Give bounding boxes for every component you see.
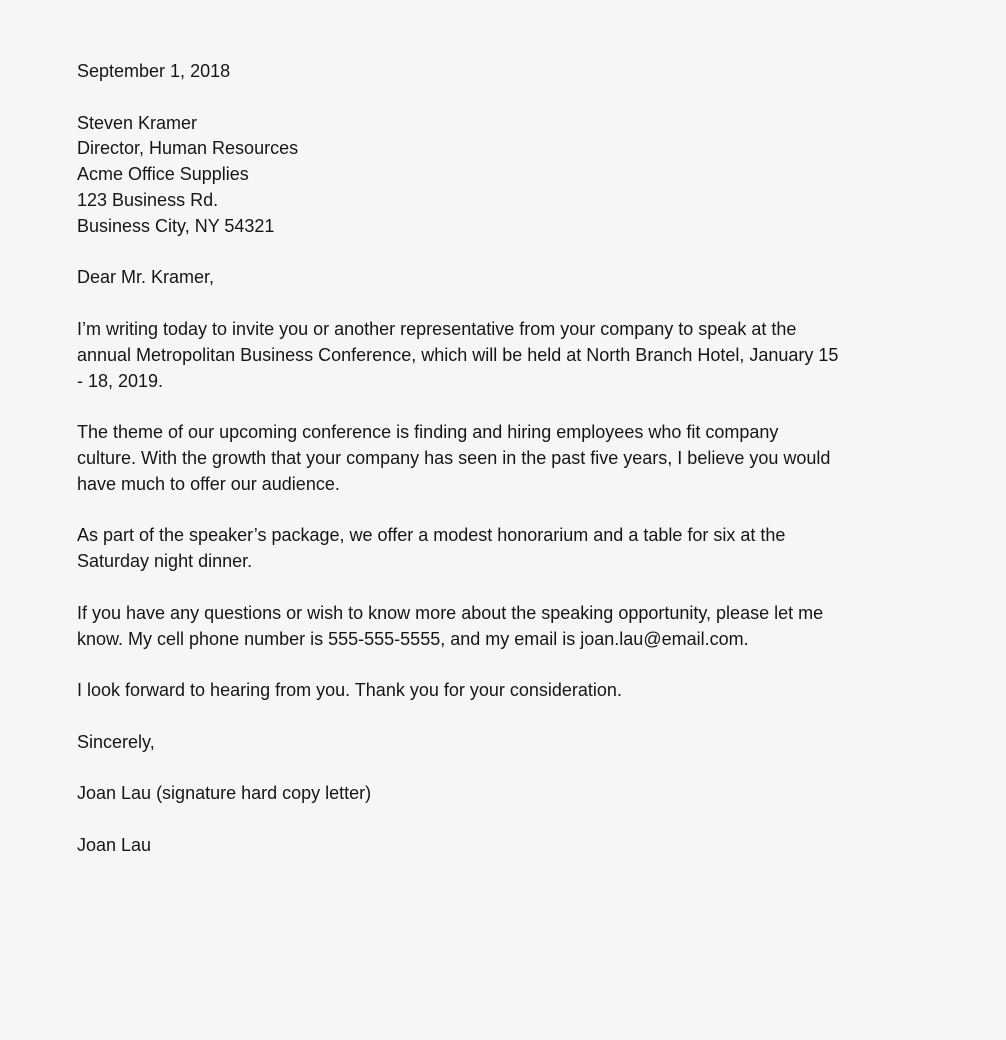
salutation — [77, 265, 917, 291]
date-text: September 1, 2018 — [77, 61, 231, 81]
paragraph-line: annual Metropolitan Business Conference, which will be held at North Branch Hotel, January 15 — [77, 344, 839, 365]
recipient-name: Steven Kramer — [77, 112, 198, 133]
signature — [77, 781, 917, 807]
paragraph-invitation — [77, 317, 917, 394]
recipient-address — [77, 111, 917, 240]
paragraph-line: I look forward to hearing from you. Thank you for your consideration. — [77, 680, 622, 701]
paragraph-contact — [77, 601, 917, 653]
salutation-text: Dear Mr. Kramer, — [77, 267, 215, 288]
paragraph-line: have much to offer our audience. — [77, 473, 340, 494]
recipient-street: 123 Business Rd. — [77, 189, 219, 210]
paragraph-line: - 18, 2019. — [77, 370, 164, 391]
letter-date — [77, 59, 917, 85]
paragraph-thanks — [77, 678, 917, 704]
paragraph-line: I’m writing today to invite you or another representative from your company to speak at the — [77, 318, 797, 339]
paragraph-line: The theme of our upcoming conference is finding and hiring employees who fit company — [77, 422, 779, 443]
paragraph-line: If you have any questions or wish to know more about the speaking opportunity, please let me — [77, 602, 824, 623]
recipient-title: Director, Human Resources — [77, 138, 299, 159]
sender — [77, 833, 917, 859]
signature-note: Joan Lau (signature hard copy letter) — [77, 783, 372, 804]
paragraph-package — [77, 523, 917, 575]
sender-name: Joan Lau — [77, 834, 152, 855]
paragraph-line: culture. With the growth that your company has seen in the past five years, I believe you would — [77, 447, 831, 468]
letter-body — [77, 59, 917, 885]
closing-text: Sincerely, — [77, 731, 155, 752]
paragraph-line: Saturday night dinner. — [77, 551, 253, 572]
paragraph-line: know. My cell phone number is 555-555-5555, and my email is joan.lau@email.com. — [77, 628, 749, 649]
paragraph-theme — [77, 420, 917, 497]
recipient-city: Business City, NY 54321 — [77, 215, 275, 236]
paragraph-line: As part of the speaker’s package, we offer a modest honorarium and a table for six at the — [77, 525, 786, 546]
closing — [77, 730, 917, 756]
recipient-company: Acme Office Supplies — [77, 164, 249, 185]
